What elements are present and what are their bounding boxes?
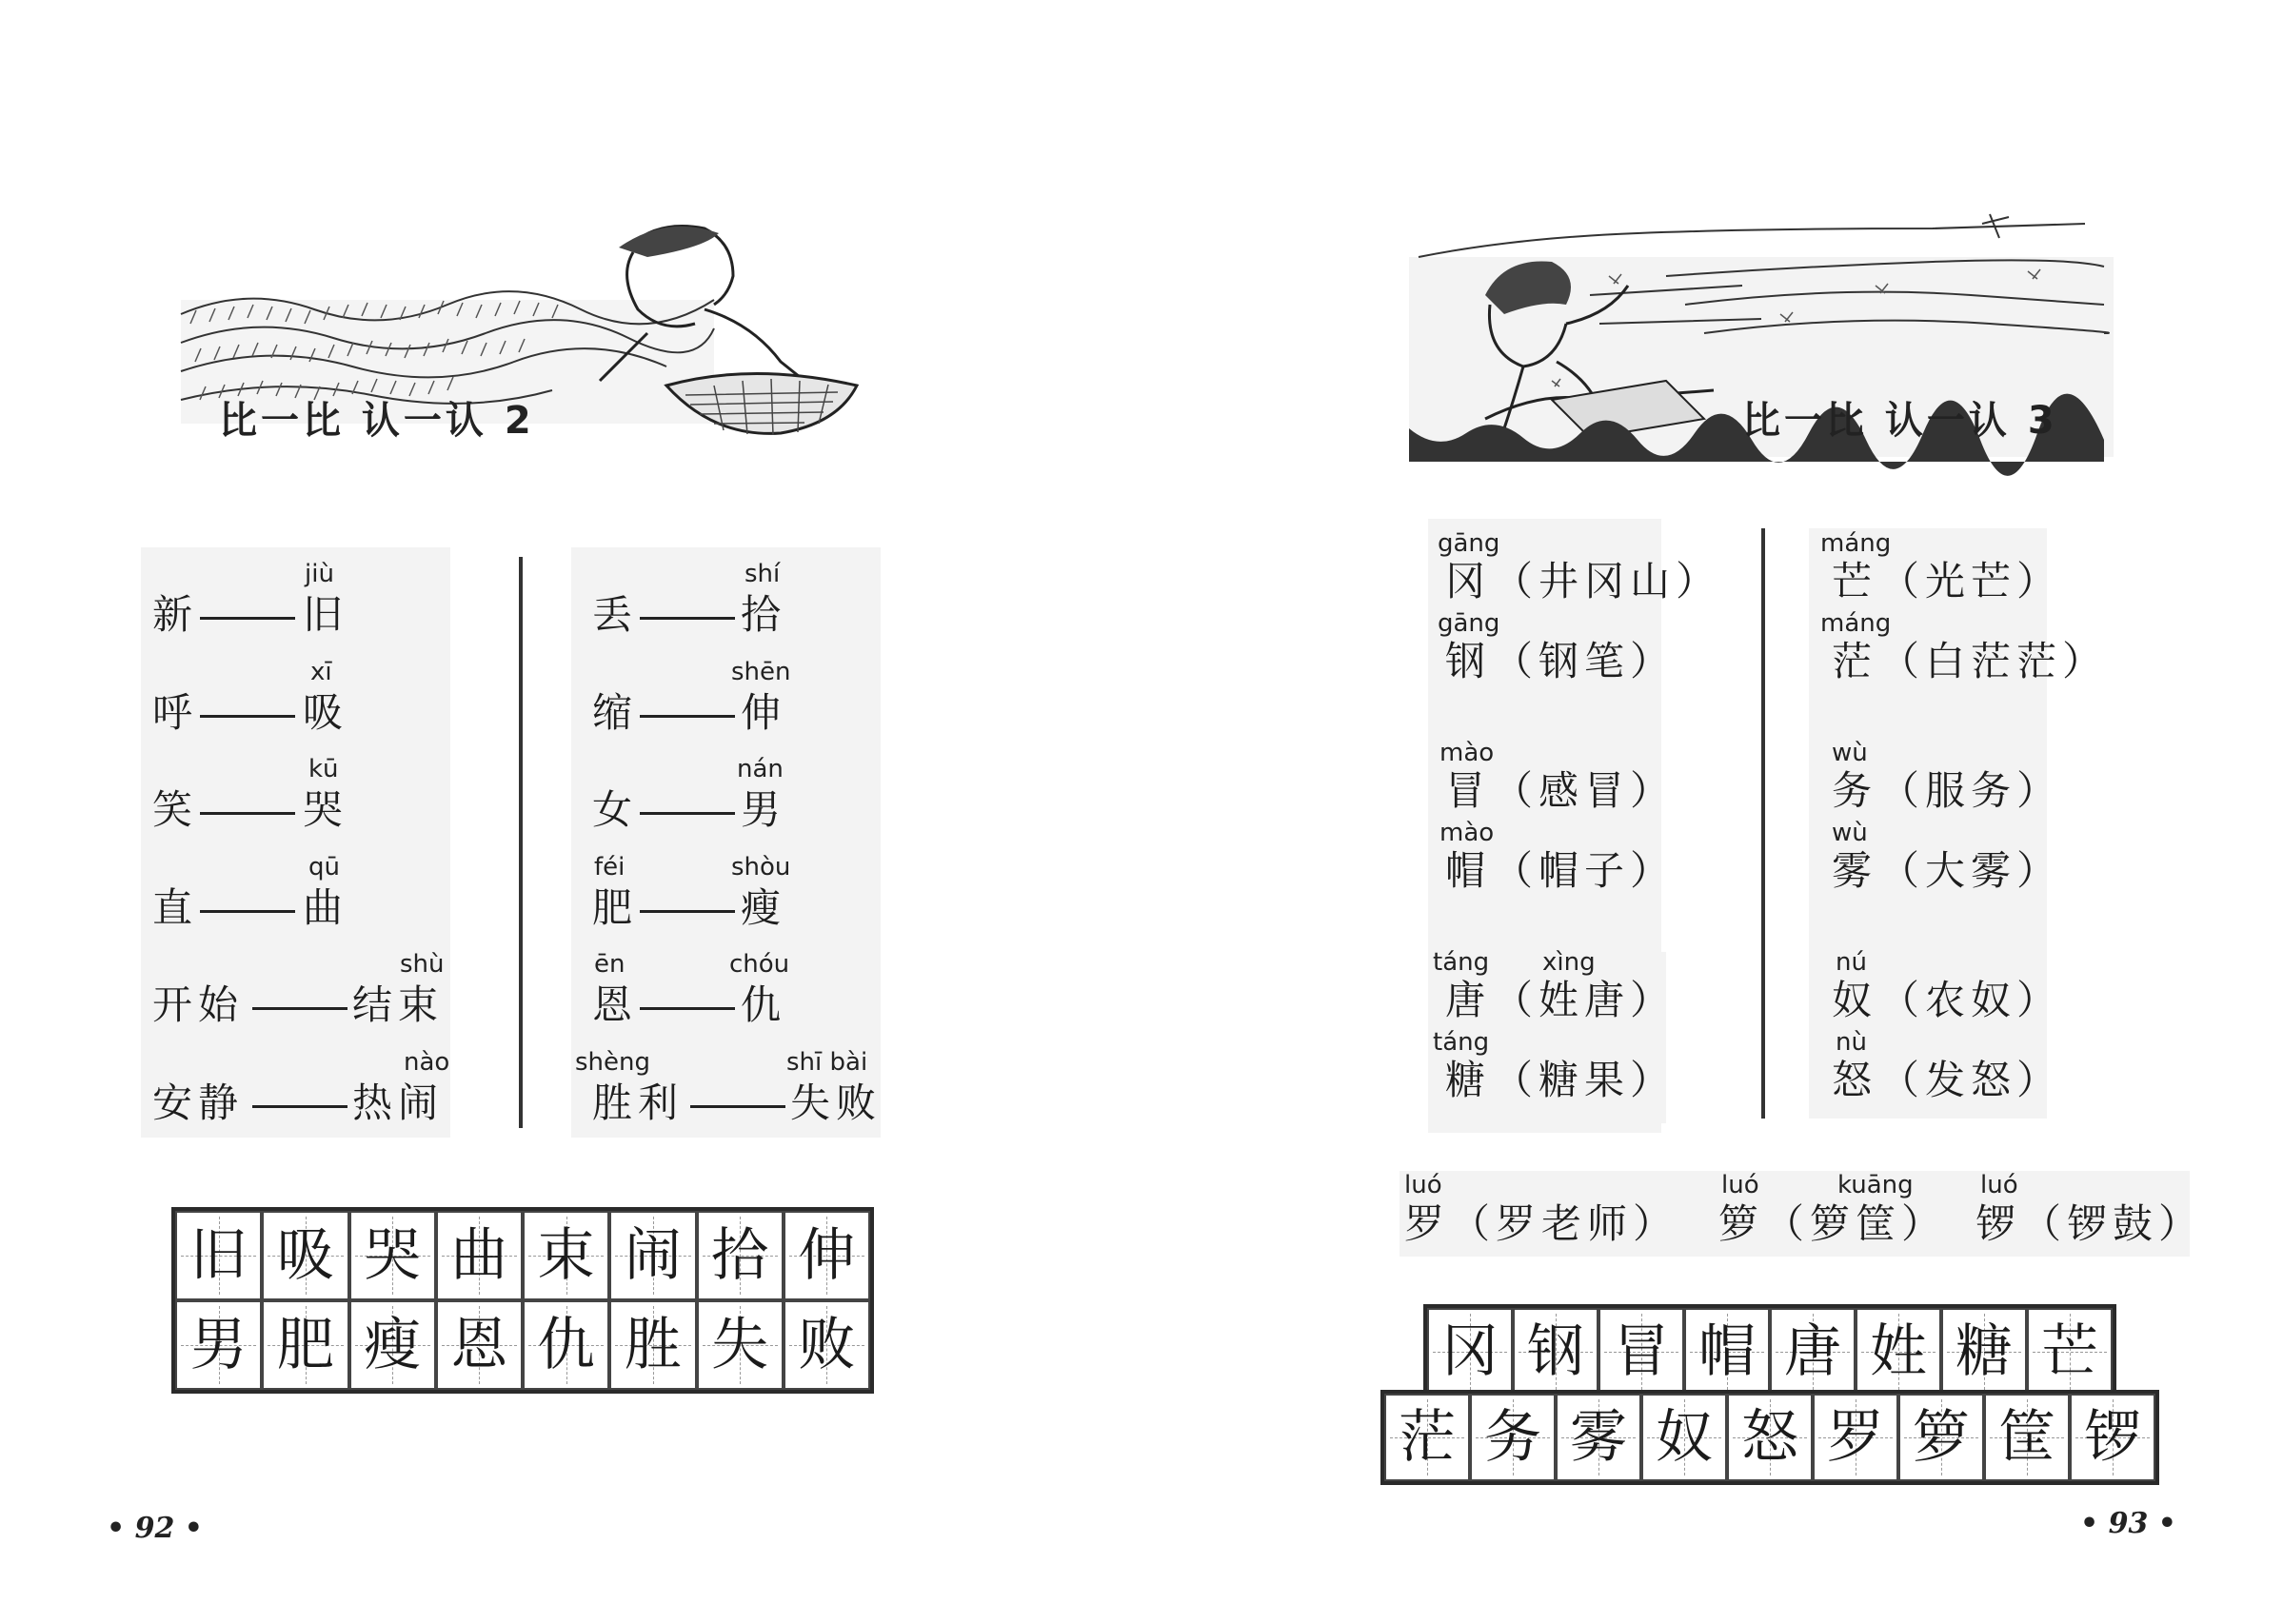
grid-cell: 帽 <box>1684 1308 1770 1396</box>
pair-dash <box>640 617 735 620</box>
grid-cell: 务 <box>1470 1394 1556 1481</box>
pinyin: táng <box>1433 1028 1490 1057</box>
pinyin: táng <box>1433 948 1490 977</box>
pinyin: xī <box>310 658 332 686</box>
pinyin: wù <box>1832 819 1868 847</box>
word-a: 笑 <box>152 786 199 833</box>
grid-cell: 奴 <box>1641 1394 1727 1481</box>
word-a: 开始 <box>152 981 245 1028</box>
char: 糖 <box>1445 1057 1492 1103</box>
grid-cell: 哭 <box>349 1211 436 1300</box>
word-b: 热闹 <box>352 1079 445 1126</box>
word-a: 呼 <box>152 689 199 736</box>
left-character-grid <box>171 1207 874 1394</box>
char: 冈 <box>1445 558 1492 604</box>
grid-cell: 肥 <box>262 1300 348 1390</box>
word: （帽子） <box>1493 847 1677 894</box>
pinyin: máng <box>1820 609 1892 638</box>
pinyin: shí <box>744 560 781 588</box>
word: （钢笔） <box>1493 638 1677 684</box>
grid-cell: 锣 <box>2070 1394 2155 1481</box>
word-b: 失败 <box>790 1079 883 1126</box>
pair-dash <box>200 715 295 718</box>
word: （光芒） <box>1879 558 2063 604</box>
grid-cell: 胜 <box>609 1300 696 1390</box>
pair-dash <box>200 617 295 620</box>
word-a: 肥 <box>592 884 639 931</box>
grid-cell: 败 <box>784 1300 870 1390</box>
grid-cell: 瘦 <box>349 1300 436 1390</box>
bottom-text: 箩（箩筐） <box>1718 1200 1948 1247</box>
char: 奴 <box>1832 977 1878 1023</box>
left-banner-title: 比一比 认一认 2 <box>219 399 535 443</box>
pinyin: shòu <box>731 853 791 881</box>
grid-cell: 姓 <box>1856 1308 1941 1396</box>
grid-cell: 伸 <box>784 1211 870 1300</box>
word-a: 新 <box>152 591 199 638</box>
pinyin: mào <box>1439 819 1495 847</box>
word: （发怒） <box>1879 1057 2063 1103</box>
char: 雾 <box>1832 847 1878 894</box>
char: 唐 <box>1445 977 1492 1023</box>
word-b: 瘦 <box>741 884 787 931</box>
pinyin: mào <box>1439 739 1495 767</box>
word: （农奴） <box>1879 977 2063 1023</box>
bottom-text: 锣（锣鼓） <box>1975 1200 2205 1247</box>
pinyin: kuāng <box>1837 1171 1914 1199</box>
page-number-left: • 92 • <box>107 1512 203 1545</box>
word-a: 女 <box>592 786 639 833</box>
pinyin: wù <box>1832 739 1868 767</box>
pinyin: shù <box>400 950 445 979</box>
char: 芒 <box>1832 558 1878 604</box>
grid-cell: 旧 <box>175 1211 262 1300</box>
grid-cell: 茫 <box>1384 1394 1470 1481</box>
word: （感冒） <box>1493 767 1677 814</box>
grid-cell: 钢 <box>1513 1308 1598 1396</box>
grid-cell: 失 <box>697 1300 784 1390</box>
grid-cell: 恩 <box>436 1300 523 1390</box>
grid-cell: 冈 <box>1427 1308 1513 1396</box>
left-banner-illustration <box>171 219 876 457</box>
pair-dash <box>640 715 735 718</box>
word-a: 缩 <box>592 689 639 736</box>
pinyin: gāng <box>1438 529 1500 558</box>
grid-cell: 男 <box>175 1300 262 1390</box>
right-character-grid-bottom <box>1380 1390 2159 1485</box>
pair-dash <box>252 1105 347 1108</box>
word-a: 直 <box>152 884 199 931</box>
char: 冒 <box>1445 767 1492 814</box>
pinyin: xìng <box>1542 948 1596 977</box>
pinyin: luó <box>1721 1171 1759 1199</box>
pinyin: nù <box>1836 1028 1867 1057</box>
column-divider <box>519 557 523 1128</box>
pinyin: ēn <box>594 950 625 979</box>
char: 怒 <box>1832 1057 1878 1103</box>
grid-cell: 怒 <box>1727 1394 1813 1481</box>
pair-dash <box>640 910 735 913</box>
pair-dash <box>252 1007 347 1010</box>
pair-dash <box>690 1105 785 1108</box>
pinyin: luó <box>1404 1171 1442 1199</box>
pinyin: féi <box>594 853 625 881</box>
word-b: 旧 <box>303 591 349 638</box>
word-b: 哭 <box>303 786 349 833</box>
right-banner-title: 比一比 认一认 3 <box>1742 399 2058 443</box>
word: （井冈山） <box>1493 558 1722 604</box>
word: （服务） <box>1879 767 2063 814</box>
pinyin: qū <box>308 853 340 881</box>
word: （大雾） <box>1879 847 2063 894</box>
grid-cell: 唐 <box>1770 1308 1856 1396</box>
pinyin: jiù <box>305 560 334 588</box>
grid-cell: 罗 <box>1813 1394 1898 1481</box>
grid-cell: 冒 <box>1598 1308 1684 1396</box>
pinyin: nú <box>1836 948 1867 977</box>
word-b: 伸 <box>741 689 787 736</box>
char: 茫 <box>1832 638 1878 684</box>
word: （姓唐） <box>1493 977 1677 1023</box>
pair-dash <box>200 910 295 913</box>
grid-cell: 吸 <box>262 1211 348 1300</box>
pinyin: chóu <box>729 950 790 979</box>
pinyin: kū <box>308 755 339 783</box>
word-b: 吸 <box>303 689 349 736</box>
word: （糖果） <box>1493 1057 1677 1103</box>
word-b: 结束 <box>352 981 445 1028</box>
word-a: 恩 <box>592 981 639 1028</box>
word-a: 安静 <box>152 1079 245 1126</box>
word-b: 仇 <box>741 981 787 1028</box>
pinyin: luó <box>1980 1171 2018 1199</box>
grid-cell: 糖 <box>1941 1308 2027 1396</box>
grid-cell: 束 <box>523 1211 609 1300</box>
pinyin: gāng <box>1438 609 1500 638</box>
word: （白茫茫） <box>1879 638 2109 684</box>
word-a: 胜利 <box>592 1079 685 1126</box>
grid-cell: 拾 <box>697 1211 784 1300</box>
right-character-grid-top <box>1423 1304 2116 1399</box>
pinyin: shèng <box>575 1048 651 1077</box>
word-a: 丢 <box>592 591 639 638</box>
grid-cell: 仇 <box>523 1300 609 1390</box>
grid-cell: 筐 <box>1984 1394 2070 1481</box>
pinyin: shī bài <box>786 1048 868 1077</box>
pair-dash <box>200 812 295 815</box>
word-b: 拾 <box>741 591 787 638</box>
pair-dash <box>640 1007 735 1010</box>
char: 务 <box>1832 767 1878 814</box>
grid-cell: 曲 <box>436 1211 523 1300</box>
grid-cell: 闹 <box>609 1211 696 1300</box>
grid-cell: 雾 <box>1556 1394 1641 1481</box>
right-banner-illustration <box>1400 190 2123 476</box>
column-divider <box>1761 528 1765 1119</box>
pinyin: nào <box>404 1048 450 1077</box>
pinyin: shēn <box>731 658 791 686</box>
page-number-right: • 93 • <box>2080 1507 2176 1540</box>
pair-dash <box>640 812 735 815</box>
word-b: 男 <box>741 786 787 833</box>
bottom-text: 罗（罗老师） <box>1404 1200 1679 1247</box>
grid-cell: 芒 <box>2027 1308 2113 1396</box>
pinyin: nán <box>737 755 784 783</box>
word-b: 曲 <box>303 884 349 931</box>
pinyin: máng <box>1820 529 1892 558</box>
char: 钢 <box>1445 638 1492 684</box>
char: 帽 <box>1445 847 1492 894</box>
grid-cell: 箩 <box>1898 1394 1984 1481</box>
